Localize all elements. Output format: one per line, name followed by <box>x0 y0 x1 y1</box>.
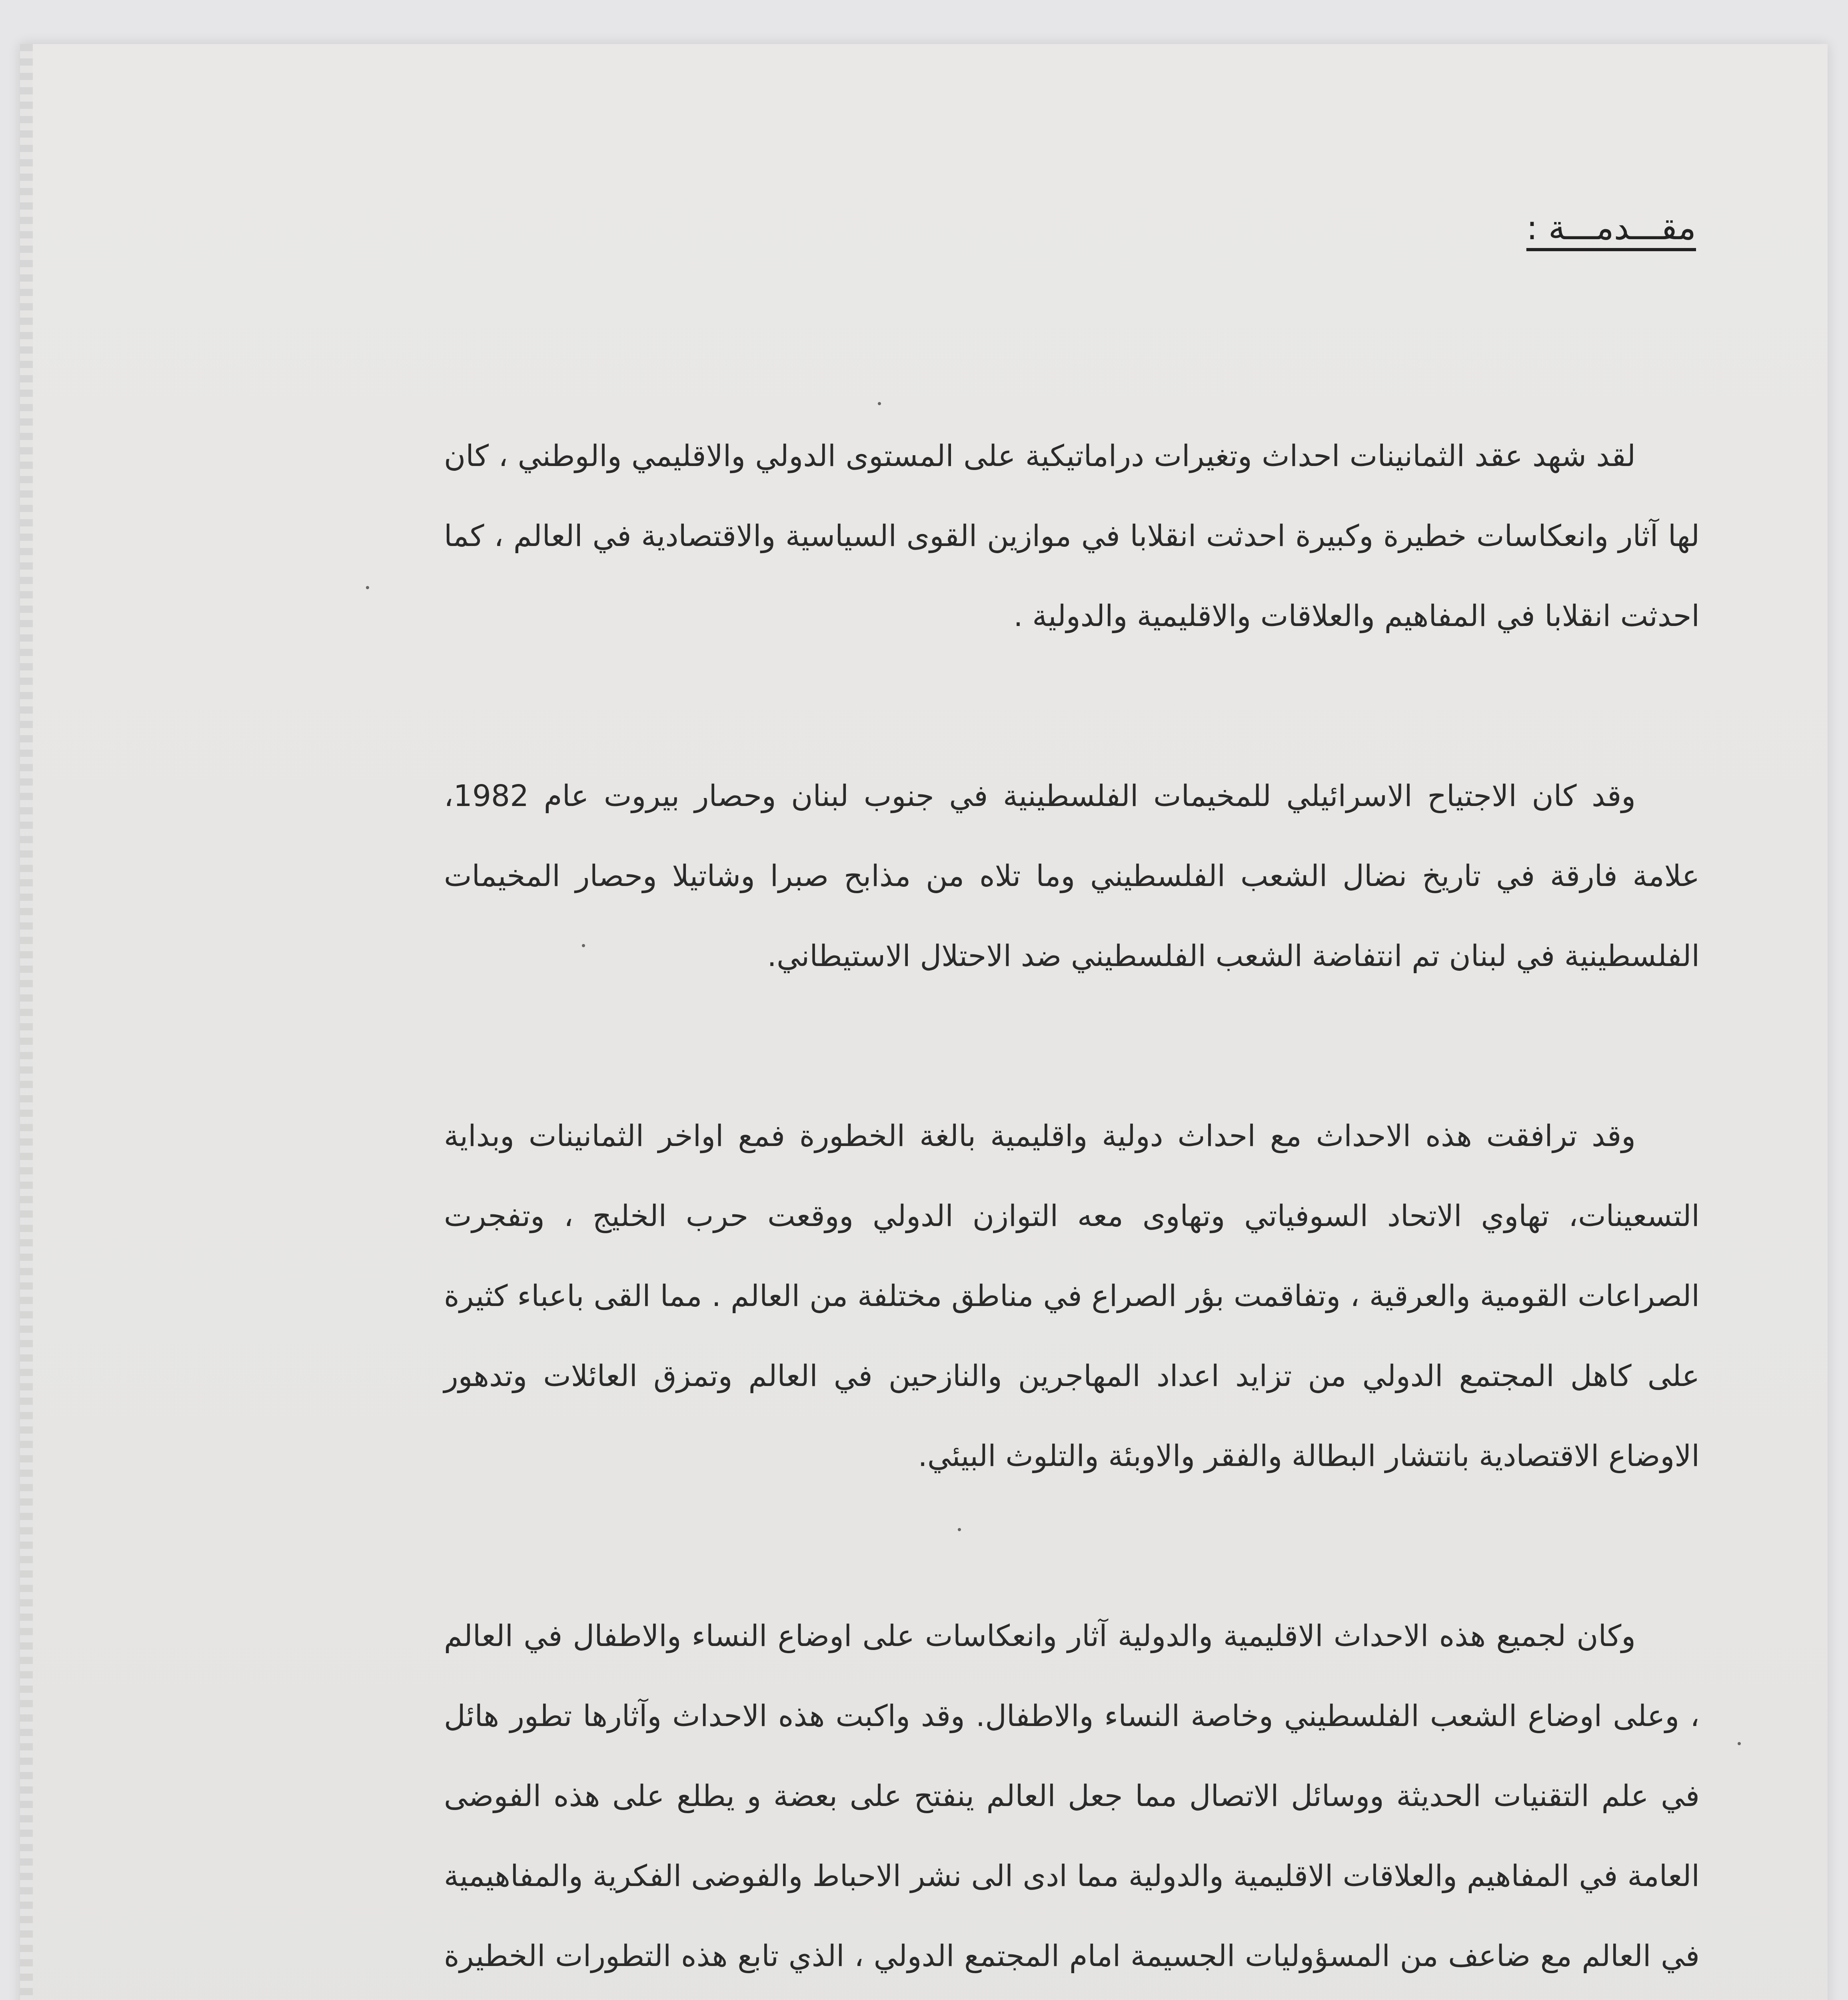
paper-speck <box>1738 1742 1741 1745</box>
paragraph-3: وقد ترافقت هذه الاحداث مع احداث دولية واقليمية بالغة الخطورة فمع اواخر الثمانينات وبداية التسعينات، تهاوي الاتحاد السوفياتي وتهاوى معه التوازن الدولي ووقعت حرب الخليج ، وتفجرت الصراعات القومية والعرقية ، وتفاقمت بؤر الصراع في مناطق مختلفة من العالم . مما القى باعباء كثيرة على كاهل المجتمع الدولي من تزايد اعداد المهاجرين والنازحين في العالم وتمزق العائلات وتدهور الاوضاع الاقتصادية بانتشار البطالة والفقر والاوبئة والتلوث البيئي. <box>444 1119 1700 1473</box>
paper-speck <box>582 944 585 947</box>
paper-speck <box>958 1528 961 1531</box>
paragraph-1: لقد شهد عقد الثمانينات احداث وتغيرات دراماتيكية على المستوى الدولي والاقليمي والوطني ، كان لها آثار وانعكاسات خطيرة وكبيرة احدثت انقلابا في موازين القوى السياسية والاقتصادية في العالم ، كما احدثت انقلابا في المفاهيم والعلاقات والاقليمية والدولية . <box>444 439 1700 633</box>
section-title: مقـــدمـــة : <box>1526 208 1696 247</box>
paragraph-4: وكان لجميع هذه الاحداث الاقليمية والدولية آثار وانعكاسات على اوضاع النساء والاطفال في العالم ، وعلى اوضاع الشعب الفلسطيني وخاصة النساء والاطفال. وقد واكبت هذه الاحداث وآثارها تطور هائل في علم التقنيات الحديثة ووسائل الاتصال مما جعل العالم ينفتح على بعضة و يطلع على هذه الفوضى العامة في المفاهيم والعلاقات الاقليمية والدولية مما ادى الى نشر الاحباط والفوضى الفكرية والمفاهيمية في العالم مع ضاعف من المسؤوليات الجسيمة امام المجتمع الدولي ، الذي تابع هذه التطورات الخطيرة <box>444 1619 1700 1973</box>
document-body <box>444 416 1700 2000</box>
paragraph-2: وقد كان الاجتياح الاسرائيلي للمخيمات الفلسطينية في جنوب لبنان وحصار بيروت عام 1982، علامة فارقة في تاريخ نضال الشعب الفلسطيني وما تلاه من مذابح صبرا وشاتيلا وحصار المخيمات الفلسطينية في لبنان تم انتفاضة الشعب الفلسطيني ضد الاحتلال الاستيطاني. <box>444 779 1700 973</box>
paper-speck <box>878 402 881 405</box>
binding-edge <box>20 44 33 2000</box>
paper-speck <box>366 586 369 589</box>
